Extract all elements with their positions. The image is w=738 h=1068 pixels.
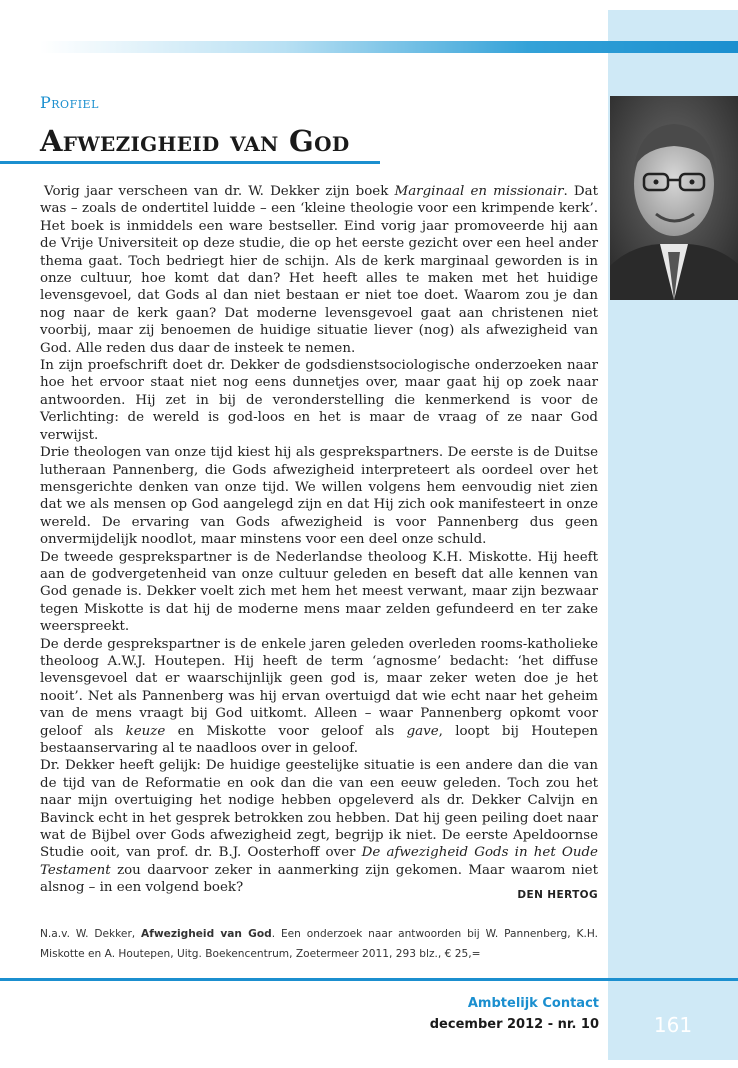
magazine-name: Ambtelijk Contact xyxy=(467,996,599,1011)
footer-rule xyxy=(0,978,738,981)
p6-book-title: De afwezigheid Gods in het Oude Testament xyxy=(40,845,598,878)
p1-text-a: Vorig jaar verscheen van dr. W. Dekker zijn boek xyxy=(44,184,395,199)
p5-keuze: keuze xyxy=(125,723,166,739)
bibliography-note xyxy=(40,924,598,964)
biblio-details: . Een onderzoek naar antwoorden bij W. Pannenberg, K.H. Miskotte en A. Houtepen, Uitg. Boekencentrum, Zoetermeer 2011, 293 blz., € 25,= xyxy=(40,928,598,960)
portrait-illustration xyxy=(610,96,738,300)
paragraph-5 xyxy=(40,636,598,758)
p6-text-b: zou daarvoor zeker in aanmerking zijn gekomen. Maar waarom niet alsnog – in een volgend boek? xyxy=(40,862,598,896)
article-body xyxy=(40,183,598,897)
paragraph-2: In zijn proefschrift doet dr. Dekker de godsdienstsociologische onderzoeken naar hoe het ervoor staat niet nog eens dunnetjes over, maar gaat hij op zoek naar antwoorden. Hij zet in bij de veronderstelling die kenmerkend is voor de Verlichting: de wereld is god-loos en het is maar de vraag of ze naar God verwijst. xyxy=(40,358,598,443)
paragraph-4: De tweede gesprekspartner is de Nederlandse theoloog K.H. Miskotte. Hij heeft aan de godvergetenheid van onze cultuur geleden en beseft dat alle kennen van God genade is. Dekker voelt zich met hem het meest verwant, maar zijn bezwaar tegen Miskotte is dat hij de moderne mens maar zelden gefundeerd en ter zake weerspreekt. xyxy=(40,549,598,635)
biblio-prefix: N.a.v. W. Dekker, xyxy=(40,928,142,940)
title-underline xyxy=(0,161,380,164)
p5-gave: gave xyxy=(406,723,439,739)
paragraph-1 xyxy=(40,183,598,357)
biblio-book-title: Afwezigheid van God xyxy=(141,928,272,940)
p6-text-a: Dr. Dekker heeft gelijk: De huidige geestelijke situatie is een andere dan die van de tijd van de Reformatie en ook dan die van een eeuw geleden. Toch zou het naar mijn overtuiging het nodige hebben opgeleverd als dr. Dekker Calvijn en Bavinck echt in het gesprek betrokken zou hebben. Dat hij geen peiling doet naar wat de Bijbel over Gods afwezigheid zegt, begrijp ik niet. De eerste Apeldoornse Studie ooit, van prof. dr. B.J. Oosterhoff over xyxy=(40,758,598,861)
author-portrait xyxy=(610,96,738,300)
p1-text-b: . Dat was – zoals de ondertitel luidde – een ‘kleine theologie voor een krimpende kerk’. Het boek is inmiddels een ware bestseller. Eind vorig jaar promoveerde hij aan de Vrije Universiteit op deze studie, die op het eerste gezicht over een heel ander thema gaat. Toch bedriegt hier de schijn. Als de kerk marginaal geworden is in onze cultuur, hoe komt dat dan? Het heeft alles te maken met het huidige levensgevoel, dat Gods al dan niet bestaan er niet toe doet. Waarom zou je dan nog naar de kerk gaan? Dat moderne levensgevoel gaat aan christenen niet voorbij, maar zij benoemen de huidige situatie liever (nog) als afwezigheid van God. Alle reden dus daar de insteek te nemen. xyxy=(40,184,598,356)
page-number: 161 xyxy=(653,1013,693,1037)
p5-text-c: , loopt bij Houtepen bestaanservaring al te naadloos over in geloof. xyxy=(40,723,598,756)
p1-book-title: Marginaal en missionair xyxy=(394,184,564,199)
issue-info: december 2012 - nr. 10 xyxy=(429,1017,599,1032)
author-signature: DEN HERTOG xyxy=(517,889,598,901)
section-kicker: Profiel xyxy=(40,93,99,112)
paragraph-6 xyxy=(40,757,598,896)
paragraph-3: Drie theologen van onze tijd kiest hij als gesprekspartners. De eerste is de Duitse lutheraan Pannenberg, die Gods afwezigheid interpreteert als oordeel over het mensgerichte denken van onze tijd. We willen volgens hem eenvoudig niet zien dat we als mensen op God aangelegd zijn en dat Hij zich ook manifesteert in onze wereld. De ervaring van Gods afwezigheid is voor Pannenberg dus geen onvermijdelijk noodlot, maar minstens voor een deel onze schuld. xyxy=(40,445,598,548)
p5-text-a: De derde gesprekspartner is de enkele jaren geleden overleden rooms-katholieke theoloog A.W.J. Houtepen. Hij heeft de term ‘agnosme’ bedacht: ‘het diffuse levensgevoel dat er waarschijnlijk geen god is, maar zeker weten doe je het nooit’. Net als Pannenberg was hij ervan overtuigd dat wie echt naar het geheim van de mens vraagt bij God uitkomt. Alleen – waar Pannenberg opkomt voor geloof als xyxy=(40,636,598,739)
article-title: Afwezigheid van God xyxy=(40,124,350,158)
p5-text-b: en Miskotte voor geloof als xyxy=(165,723,407,739)
header-gradient-bar xyxy=(40,41,738,53)
